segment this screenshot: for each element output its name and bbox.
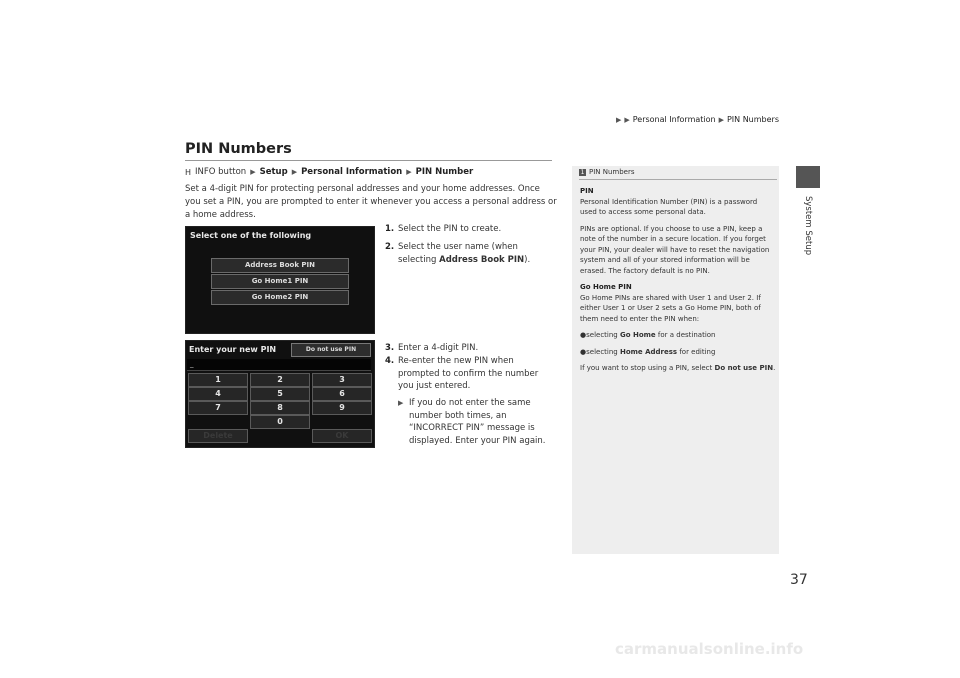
triangle-icon: ▶: [624, 115, 630, 124]
step-3: [385, 342, 478, 355]
go-home2-pin-button[interactable]: Go Home2 PIN: [211, 290, 349, 305]
page-title: PIN Numbers: [185, 141, 292, 157]
go-home1-pin-button[interactable]: Go Home1 PIN: [211, 274, 349, 289]
step-number: 4.: [385, 356, 395, 366]
path-item: Setup: [259, 167, 288, 177]
breadcrumb-item[interactable]: PIN Numbers: [726, 115, 779, 124]
menu-path: [185, 167, 473, 177]
step-text: you just entered.: [398, 381, 471, 391]
path-prefix: INFO button: [195, 167, 247, 177]
bullet-icon: ●: [580, 331, 587, 339]
do-not-use-pin-button[interactable]: Do not use PIN: [291, 343, 371, 357]
step-text: Enter a 4-digit PIN.: [398, 343, 479, 353]
key-2[interactable]: 2: [250, 373, 310, 387]
step-text: prompted to confirm the number: [398, 368, 539, 379]
address-book-pin-button[interactable]: Address Book PIN: [211, 258, 349, 273]
triangle-icon: ▶: [406, 168, 412, 176]
step-number: 1.: [385, 224, 395, 234]
key-9[interactable]: 9: [312, 401, 372, 415]
note-text: Go Home PINs are shared with User 1 and User 2. If either User 1 or User 2 sets a Go Home PIN, both of them need to enter the PIN when:: [580, 293, 761, 323]
note-text: PINs are optional. If you choose to use a PIN, keep a note of the number in a secure location. If you forget your PIN, your dealer will have to reset the navigation system and all of your stored information will be erased. The factory default is no PIN.: [580, 224, 770, 275]
key-8[interactable]: 8: [250, 401, 310, 415]
key-4[interactable]: 4: [188, 387, 248, 401]
triangle-icon: ▶: [718, 115, 724, 124]
note-heading: Go Home PIN: [580, 283, 632, 291]
step-text: Select the user name (when: [398, 242, 518, 252]
key-1[interactable]: 1: [188, 373, 248, 387]
section-label: System Setup: [803, 196, 813, 256]
notes-divider: [579, 179, 777, 180]
substep-text: displayed. Enter your PIN again.: [409, 435, 546, 446]
screenshot-enter-pin: [185, 340, 375, 448]
triangle-icon: ▶: [250, 168, 256, 176]
key-3[interactable]: 3: [312, 373, 372, 387]
substep-text: If you do not enter the same: [409, 398, 531, 408]
step-2: [385, 241, 530, 266]
key-0[interactable]: 0: [250, 415, 310, 429]
substep-note: [398, 397, 558, 447]
reference-mark-icon: 1: [580, 168, 585, 176]
notes-body: [580, 186, 776, 380]
key-5[interactable]: 5: [250, 387, 310, 401]
pin-input[interactable]: _: [187, 359, 371, 371]
screen-header: Enter your new PIN: [189, 345, 277, 354]
note-bullet: ●selecting Go Home for a destination: [580, 331, 716, 339]
screen-header: Select one of the following: [190, 231, 312, 240]
notes-title: PIN Numbers: [589, 168, 635, 176]
watermark: carmanualsonline.info: [615, 640, 804, 658]
path-item: PIN Number: [415, 167, 474, 177]
key-6[interactable]: 6: [312, 387, 372, 401]
triangle-icon: ▶: [398, 399, 404, 407]
step-4: [385, 355, 538, 393]
step-number: 3.: [385, 343, 395, 353]
delete-button[interactable]: Delete: [188, 429, 248, 443]
triangle-icon: ▶: [615, 115, 622, 124]
step-text: selecting: [398, 254, 440, 265]
bullet-icon: ●: [580, 347, 587, 356]
ok-button[interactable]: OK: [312, 429, 372, 443]
step-text: Re-enter the new PIN when: [398, 356, 514, 366]
substep-text: “INCORRECT PIN” message is: [409, 423, 535, 433]
step-1: [385, 223, 501, 236]
page-number: 37: [790, 572, 808, 588]
step-emphasis: Address Book PIN: [439, 254, 525, 265]
section-tab: [796, 166, 820, 188]
title-divider: [185, 160, 552, 161]
key-7[interactable]: 7: [188, 401, 248, 415]
step-number: 2.: [385, 242, 395, 252]
note-text: If you want to stop using a PIN, select Do not use PIN.: [580, 364, 776, 372]
note-heading: PIN: [580, 187, 594, 195]
notes-header: [579, 168, 635, 176]
screenshot-select-pin: [185, 226, 375, 334]
note-bullet: ●selecting Home Address for editing: [580, 347, 716, 356]
path-item: Personal Information: [301, 167, 403, 177]
step-text: ).: [524, 254, 531, 265]
step-text: Select the PIN to create.: [398, 224, 502, 234]
home-icon: H: [185, 167, 192, 177]
triangle-icon: ▶: [291, 168, 298, 176]
breadcrumb-item[interactable]: Personal Information: [632, 115, 716, 124]
substep-text: number both times, an: [409, 410, 507, 421]
breadcrumb: [616, 115, 779, 124]
note-text: Personal Identification Number (PIN) is a password used to access some personal data.: [580, 197, 758, 216]
notes-panel: [572, 166, 779, 554]
intro-paragraph: Set a 4-digit PIN for protecting personal addresses and your home addresses. Once you set a PIN, you are prompted to enter it whenever you access a personal address or a home address.: [185, 184, 557, 220]
